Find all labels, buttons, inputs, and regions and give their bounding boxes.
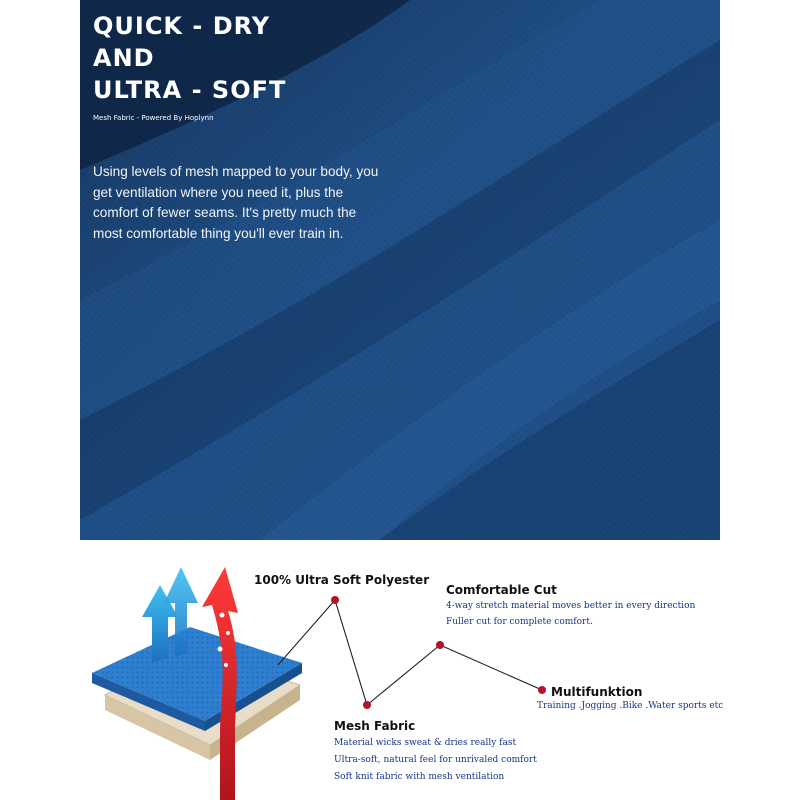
marker-dot <box>363 701 371 709</box>
headline-line-2: AND <box>93 44 155 72</box>
feature-line-mesh-1: Material wicks sweat & dries really fast <box>334 738 517 748</box>
feature-line-cut-1: 4-way stretch material moves better in every direction <box>446 601 696 611</box>
body-copy: Using levels of mesh mapped to your body, you get ventilation where you need it, plus the comfort of fewer seams. It's pretty much the most comfortable thing you'll ever train in. <box>93 164 379 241</box>
marker-dot <box>436 641 444 649</box>
subtitle: Mesh Fabric - Powered By Hoplynn <box>93 114 214 122</box>
feature-title-multi: Multifunktion <box>551 685 643 699</box>
feature-title-polyester: 100% Ultra Soft Polyester <box>254 573 430 587</box>
feature-line-cut-2: Fuller cut for complete comfort. <box>446 617 593 627</box>
marker-dot <box>331 596 339 604</box>
feature-title-mesh: Mesh Fabric <box>334 719 416 733</box>
feature-line-mesh-3: Soft knit fabric with mesh ventilation <box>334 772 505 782</box>
marker-dot <box>538 686 546 694</box>
feature-line-multi-1: Training .Jogging .Bike .Water sports etc <box>537 701 724 711</box>
feature-line-mesh-2: Ultra-soft, natural feel for unrivaled comfort <box>334 755 537 765</box>
headline-line-1: QUICK - DRY <box>93 12 271 40</box>
headline-line-3: ULTRA - SOFT <box>93 76 287 104</box>
connector-line <box>278 600 542 705</box>
feature-title-cut: Comfortable Cut <box>446 583 557 597</box>
